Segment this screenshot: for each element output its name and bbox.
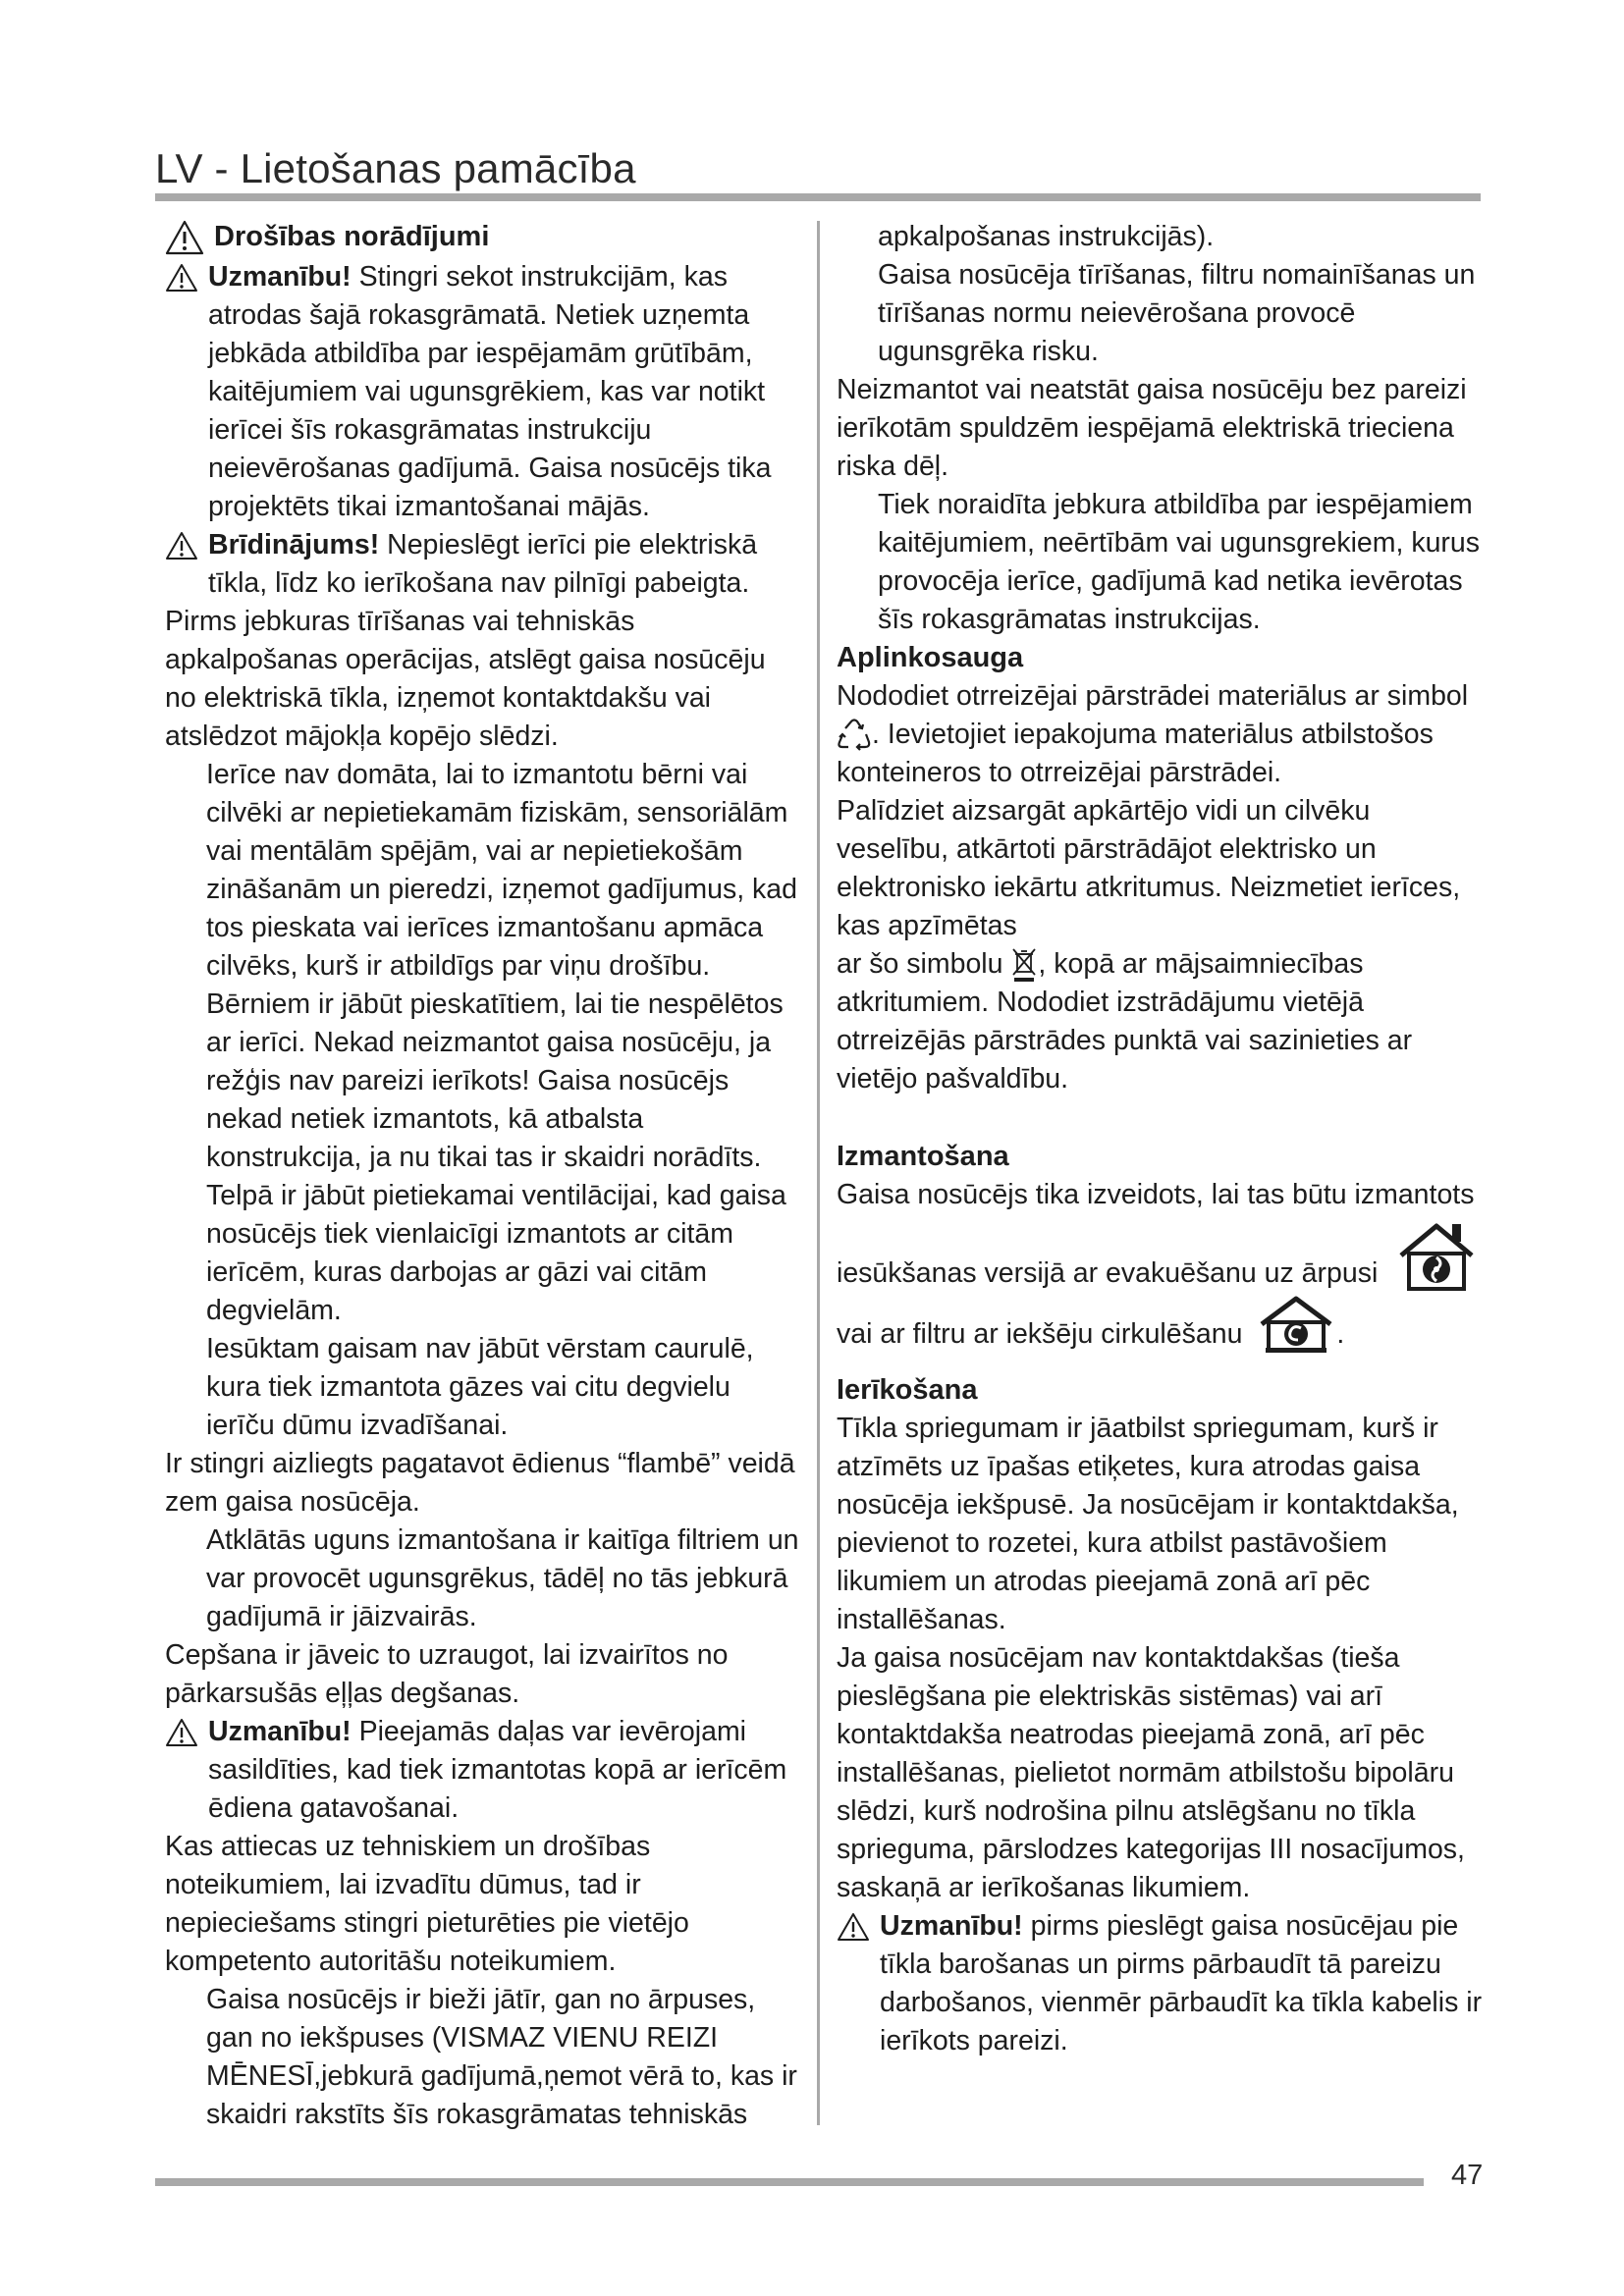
installation-paragraph-2: Ja gaisa nosūcējam nav kontaktdakšas (tieša pieslēgšana pie elektriskās sistēmas) vai arī kontaktdakša neatrodas pieejamā zonā, arī pēc installēšanas, pielietot normām atbilstošu bipolāru slēdzi, kurš nodrošina pilnu atslēgšanu no tīkla sprieguma, pārslodzes kategorijas III nosacījumos, saskaņā ar ierīkošanas likumiem. bbox=[837, 1642, 1465, 1904]
warning-label: Brīdinājums! bbox=[208, 529, 380, 561]
warning-text: Nepieslēgt ierīci pie elektriskā tīkla, līdz ko ierīkošana nav pilnīgi pabeigta. bbox=[208, 529, 758, 599]
liability-paragraph: Tiek noraidīta jebkura atbildība par iespējamiem kaitējumiem, neērtībām vai ugunsgrekiem, kurus provocēja ierīce, gadījumā kad netika ievērotas šīs rokasgrāmatas instrukcijas. bbox=[878, 489, 1481, 635]
installation-heading: Ierīkošana bbox=[837, 1374, 978, 1407]
safety-section-header bbox=[165, 218, 801, 256]
environment-line-2-text: . Ievietojiet iepakojuma materiālus atbilstošos konteineros to otrreizējai pārstrādei. bbox=[837, 719, 1434, 788]
safety-paragraph-11: Kas attiecas uz tehniskiem un drošības noteikumiem, lai izvadītu dūmus, tad ir nepieciešams stingri pieturēties pie vietējo kompetento autoritāšu noteikumiem. bbox=[165, 1831, 689, 1977]
warning-paragraph bbox=[165, 526, 801, 603]
usage-line-3-end: . bbox=[1336, 1318, 1345, 1351]
bottom-divider bbox=[155, 2178, 1424, 2186]
usage-line-3: vai ar filtru ar iekšēju cirkulēšanu bbox=[837, 1318, 1243, 1351]
usage-extraction-row bbox=[837, 1220, 1485, 1293]
page-number: 47 bbox=[1451, 2160, 1484, 2191]
usage-line-2: iesūkšanas versijā ar evakuēšanu uz ārpusi bbox=[837, 1257, 1379, 1290]
safety-paragraph-8: Atklātās uguns izmantošana ir kaitīga filtriem un var provocēt ugunsgrēkus, tādēļ no tās jebkurā gadījumā ir jāizvairās. bbox=[206, 1524, 799, 1632]
warning-triangle-icon bbox=[165, 263, 198, 293]
safety-section-title: Drošības norādījumi bbox=[214, 221, 490, 252]
installation-paragraph-1: Tīkla spriegumam ir jāatbilst spriegumam, kurš ir atzīmēts uz īpašas etiķetes, kura atrodas gaisa nosūcēja iekšpusē. Ja nosūcējam ir kontaktdakša, pievienot to rozetei, kura atbilst pastāvošiem likumiem un atrodas pieejamā zonā arī pēc installēšanas. bbox=[837, 1413, 1459, 1636]
environment-line-2 bbox=[837, 716, 1485, 792]
recycle-icon bbox=[837, 719, 872, 752]
caution-label: Uzmanību! bbox=[880, 1910, 1023, 1943]
caution-text: Stingri sekot instrukcijām, kas atrodas šajā rokasgrāmatā. Netiek uzņemta jebkāda atbildība par iespējamām grūtībām, kaitējumiem vai ugunsgrēkiem, kas var notikt ierīcei šīs rokasgrāmatas instrukciju neievērošanas gadījumā. Gaisa nosūcējs tika projektēts tikai izmantošanai mājās. bbox=[208, 261, 772, 522]
top-divider bbox=[155, 193, 1481, 201]
safety-paragraph-9: Cepšana ir jāveic to uzraugot, lai izvairītos no pārkarsušās eļļas degšanas. bbox=[165, 1639, 729, 1709]
environment-line-1: Nododiet otrreizējai pārstrādei materiālus ar simbol bbox=[837, 680, 1469, 712]
caution-label: Uzmanību! bbox=[208, 261, 352, 293]
usage-line-1: Gaisa nosūcējs tika izveidots, lai tas būtu izmantots bbox=[837, 1179, 1475, 1211]
warning-triangle-icon bbox=[165, 1718, 198, 1747]
safety-paragraph-12: Gaisa nosūcējs ir bieži jātīr, gan no ārpuses, gan no iekšpuses (VISMAZ VIENU REIZI MĒNESĪ,jebkurā gadījumā,ņemot vērā to, kas ir skaidri rakstīts šīs rokasgrāmatas tehniskās bbox=[206, 1984, 797, 2130]
environment-line-4 bbox=[837, 945, 1485, 1098]
installation-caution bbox=[837, 1907, 1485, 2060]
usage-heading: Izmantošana bbox=[837, 1141, 1009, 1173]
recirculation-mode-icon bbox=[1256, 1295, 1336, 1354]
safety-paragraph-6: Iesūktam gaisam nav jābūt vērstam caurulē, kura tiek izmantota gāzes vai citu degvielu ierīču dūmu izvadīšanai. bbox=[206, 1333, 754, 1441]
safety-paragraph-3: Pirms jebkuras tīrīšanas vai tehniskās apkalpošanas operācijas, atslēgt gaisa nosūcēju no elektriskā tīkla, izņemot kontaktdakšu vai atslēdzot mājokļa kopējo slēdzi. bbox=[165, 606, 766, 752]
cleaning-risk-paragraph: Gaisa nosūcēja tīrīšanas, filtru nomainīšanas un tīrīšanas normu neievērošana provocē ugunsgrēka risku. bbox=[878, 259, 1476, 367]
safety-paragraph-7: Ir stingri aizliegts pagatavot ēdienus “flambē” veidā zem gaisa nosūcēja. bbox=[165, 1448, 795, 1518]
safety-paragraph-5: Bērniem ir jābūt pieskatītiem, lai tie nespēlētos ar ierīci. Nekad neizmantot gaisa nosūcēju, ja režģis nav pareizi ierīkots! Gaisa nosūcējs nekad netiek izmantots, kā atbalsta konstrukcija, ja nu tikai tas ir skaidri norādīts. Telpā ir jābūt pietiekamai ventilācijai, kad gaisa nosūcējs tiek vienlaicīgi izmantots ar citām ierīcēm, kuras darbojas ar gāzi vai citām degvielām. bbox=[206, 988, 786, 1326]
page-title: LV - Lietošanas pamācība bbox=[155, 145, 636, 191]
usage-recirculation-row bbox=[837, 1295, 1485, 1354]
safety-paragraph-4: Ierīce nav domāta, lai to izmantotu bērni vai cilvēki ar nepietiekamām fiziskām, sensoriālām vai mentālām spējām, vai ar nepietiekošām zināšanām un pieredzi, izņemot gadījumus, kad tos pieskata vai ierīces izmantošanu apmāca cilvēks, kurš ir atbildīgs par viņu drošību. bbox=[206, 759, 797, 982]
bulbs-paragraph: Neizmantot vai neatstāt gaisa nosūcēju bez pareizi ierīkotām spuldzēm iespējamā elektriskā trieciena riska dēļ. bbox=[837, 374, 1467, 482]
right-column bbox=[837, 218, 1485, 2060]
environment-line-3: Palīdziet aizsargāt apkārtējo vidi un cilvēku veselību, atkārtoti pārstrādājot elektrisko un elektronisko iekārtu atkritumus. Neizmetiet ierīces, kas apzīmētas bbox=[837, 795, 1461, 941]
environment-heading: Aplinkosauga bbox=[837, 642, 1024, 673]
caution-label: Uzmanību! bbox=[208, 1716, 352, 1747]
caution-text: Pieejamās daļas var ievērojami sasildīties, kad tiek izmantotas kopā ar ierīcēm ēdiena gatavošanai. bbox=[208, 1716, 787, 1824]
warning-triangle-icon bbox=[837, 1912, 870, 1942]
environment-line-4a: ar šo simbolu bbox=[837, 948, 1011, 980]
caution-paragraph-1 bbox=[165, 258, 801, 526]
warning-triangle-icon bbox=[165, 531, 198, 561]
left-column bbox=[165, 218, 801, 2134]
environment-line-4b: , kopā ar mājsaimniecības atkritumiem. Nododiet izstrādājumu vietējā otrreizējās pārstrādes punktā vai sazinieties ar vietējo pašvaldību. bbox=[837, 948, 1413, 1095]
crossed-bin-icon bbox=[1010, 946, 1038, 984]
extraction-mode-icon bbox=[1395, 1220, 1478, 1293]
caution-paragraph-2 bbox=[165, 1713, 801, 1828]
column-divider bbox=[817, 221, 820, 2125]
warning-triangle-icon bbox=[165, 220, 204, 255]
continued-paragraph: apkalpošanas instrukcijās). bbox=[878, 221, 1215, 252]
caution-text: pirms pieslēgt gaisa nosūcējau pie tīkla barošanas un pirms pārbaudīt tā pareizu darbošanos, vienmēr pārbaudīt ka tīkla kabelis ir ierīkots pareizi. bbox=[880, 1910, 1483, 2057]
